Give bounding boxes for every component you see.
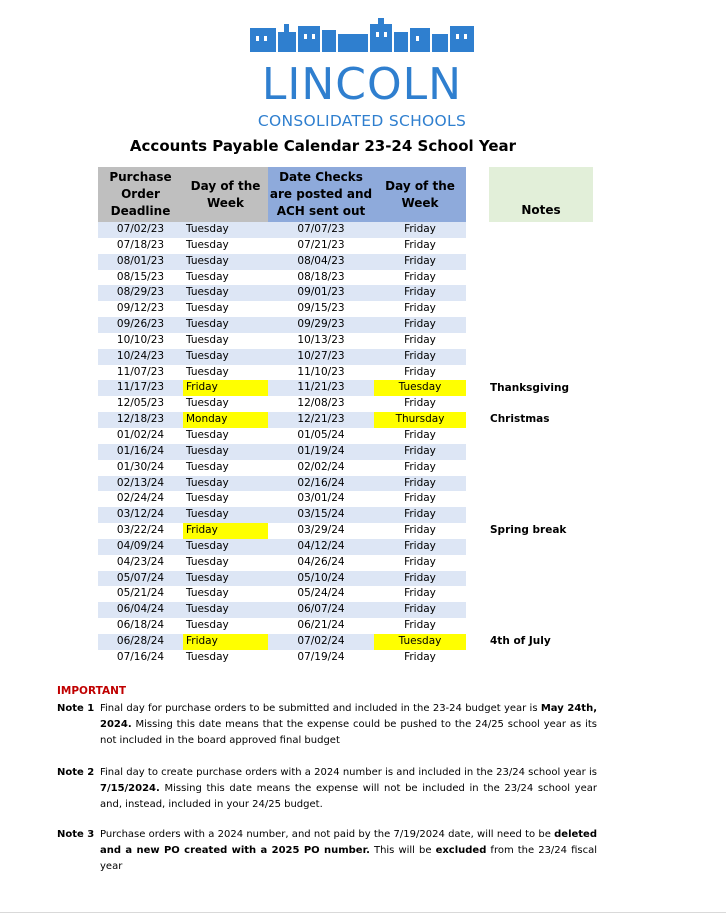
po-day-cell: Tuesday [186,492,229,505]
check-day-cell: Friday [404,492,436,505]
document-title: Accounts Payable Calendar 23-24 School Year [129,137,517,155]
po-deadline-cell: 12/05/23 [116,397,165,410]
po-day-cell: Tuesday [186,365,229,378]
note-1-label: Note 1 [57,703,95,714]
po-deadline-cell: 03/22/24 [116,524,165,537]
check-date-cell: 01/05/24 [297,428,345,441]
table-row [98,444,466,460]
header-checks-posted: Date Checks are posted and ACH sent out [268,167,374,222]
check-date-cell: 02/16/24 [297,476,345,489]
po-day-cell: Tuesday [186,444,229,457]
po-deadline-cell: 07/16/24 [116,650,165,663]
check-date-cell: 10/13/23 [297,333,345,346]
table-row [98,634,466,650]
check-date-cell: 07/19/24 [297,650,345,663]
note-1 [57,701,597,749]
check-date-cell: 05/24/24 [297,587,345,600]
check-date-cell: 07/02/24 [297,634,345,647]
check-day-cell: Friday [404,238,436,251]
check-date-cell: 05/10/24 [297,571,345,584]
table-row [98,507,466,523]
check-date-cell: 01/19/24 [297,444,345,457]
po-deadline-cell: 06/18/24 [116,619,165,632]
table-row [98,254,466,270]
table-row [98,396,466,412]
check-date-cell: 04/26/24 [297,555,345,568]
table-row [98,571,466,587]
check-date-cell: 12/08/23 [297,397,345,410]
check-day-cell: Tuesday [374,634,466,650]
po-deadline-cell: 04/23/24 [116,555,165,568]
check-day-cell: Friday [404,444,436,457]
check-date-cell: 09/15/23 [297,302,345,315]
check-date-cell: 11/21/23 [297,381,345,394]
check-date-cell: 03/29/24 [297,524,345,537]
calendar-table [98,222,466,666]
table-row [98,222,466,238]
po-deadline-cell: 10/10/23 [116,333,165,346]
note-3-label: Note 3 [57,829,95,840]
header-po-day-of-week: Day of the Week [183,167,268,222]
check-day-cell: Friday [404,603,436,616]
check-day-cell: Friday [404,476,436,489]
check-date-cell: 07/07/23 [297,223,345,235]
po-deadline-cell: 01/30/24 [116,460,165,473]
po-day-cell: Tuesday [186,508,229,521]
table-row [98,586,466,602]
po-day-cell: Tuesday [186,302,229,315]
table-row [98,380,466,396]
po-day-cell: Tuesday [186,603,229,616]
po-deadline-cell: 02/24/24 [116,492,165,505]
po-deadline-cell: 07/02/23 [116,223,165,235]
holiday-note: Spring break [490,524,567,537]
po-deadline-cell: 05/07/24 [116,571,165,584]
holiday-note: Thanksgiving [490,381,569,394]
check-day-cell: Friday [404,318,436,331]
po-deadline-cell: 04/09/24 [116,539,165,552]
holiday-note: 4th of July [490,635,551,648]
check-day-cell: Friday [404,650,436,663]
po-deadline-cell: 05/21/24 [116,587,165,600]
po-day-cell: Tuesday [186,587,229,600]
po-day-cell: Tuesday [186,555,229,568]
table-row [98,476,466,492]
check-day-cell: Friday [404,365,436,378]
check-date-cell: 04/12/24 [297,539,345,552]
po-day-cell: Tuesday [186,460,229,473]
check-day-cell: Friday [404,460,436,473]
check-date-cell: 09/29/23 [297,318,345,331]
po-day-cell: Tuesday [186,349,229,362]
table-row [98,555,466,571]
po-deadline-cell: 08/15/23 [116,270,165,283]
note-3 [57,827,597,875]
table-row [98,301,466,317]
check-date-cell: 07/21/23 [297,238,345,251]
header-notes: Notes [489,167,593,222]
logo-subtitle: CONSOLIDATED SCHOOLS [257,112,467,130]
check-day-cell: Friday [404,508,436,521]
po-day-cell: Tuesday [186,223,229,235]
table-row [98,539,466,555]
table-row [98,602,466,618]
po-day-cell: Tuesday [186,397,229,410]
check-date-cell: 03/01/24 [297,492,345,505]
check-day-cell: Friday [404,270,436,283]
check-day-cell: Thursday [374,412,466,428]
table-row [98,333,466,349]
po-deadline-cell: 12/18/23 [116,413,165,426]
district-logo [248,18,476,130]
po-day-cell: Tuesday [186,318,229,331]
logo-wordmark: LINCOLN [261,59,463,110]
check-day-cell: Friday [404,539,436,552]
po-day-cell: Tuesday [186,254,229,267]
note-2-text: Final day to create purchase orders with a 2024 number is and included in the 23/24 school year is 7/15/2024. Missing this date means the expense will not be included in the 23/24 school year and, instead, included in your 24/25 budget. [100,767,597,810]
table-row [98,618,466,634]
po-deadline-cell: 08/01/23 [116,254,165,267]
holiday-note: Christmas [490,413,550,426]
po-deadline-cell: 01/02/24 [116,428,165,441]
header-po-deadline: Purchase Order Deadline [98,167,183,222]
po-day-cell: Tuesday [186,571,229,584]
check-day-cell: Friday [404,333,436,346]
check-day-cell: Friday [404,397,436,410]
check-day-cell: Friday [404,349,436,362]
check-day-cell: Friday [404,524,436,537]
check-day-cell: Friday [404,571,436,584]
check-day-cell: Friday [404,555,436,568]
table-row [98,428,466,444]
table-row [98,650,466,666]
check-date-cell: 02/02/24 [297,460,345,473]
po-deadline-cell: 09/12/23 [116,302,165,315]
check-date-cell: 08/04/23 [297,254,345,267]
po-day-cell: Tuesday [186,619,229,632]
check-date-cell: 03/15/24 [297,508,345,521]
po-day-cell: Tuesday [186,539,229,552]
table-row [98,412,466,428]
po-deadline-cell: 11/07/23 [116,365,165,378]
check-day-cell: Friday [404,254,436,267]
check-date-cell: 12/21/23 [297,413,345,426]
check-day-cell: Friday [404,428,436,441]
po-day-cell: Tuesday [186,286,229,299]
table-row [98,365,466,381]
check-date-cell: 09/01/23 [297,286,345,299]
po-deadline-cell: 07/18/23 [116,238,165,251]
note-2 [57,765,597,813]
check-date-cell: 10/27/23 [297,349,345,362]
note-2-label: Note 2 [57,767,95,778]
po-day-cell: Friday [183,523,268,539]
check-day-cell: Friday [404,619,436,632]
note-3-text: Purchase orders with a 2024 number, and not paid by the 7/19/2024 date, will need to be deleted and a new PO created with a 2025 PO number. This will be excluded from the 23/24 fiscal year [100,829,597,872]
skyline-icon [248,18,476,52]
check-day-cell: Friday [404,302,436,315]
check-date-cell: 11/10/23 [297,365,345,378]
header-check-day-of-week: Day of the Week [374,167,466,222]
po-day-cell: Monday [183,412,268,428]
po-day-cell: Tuesday [186,476,229,489]
po-deadline-cell: 08/29/23 [116,286,165,299]
po-day-cell: Friday [183,380,268,396]
po-deadline-cell: 02/13/24 [116,476,165,489]
po-deadline-cell: 10/24/23 [116,349,165,362]
table-row [98,349,466,365]
po-day-cell: Tuesday [186,650,229,663]
table-row [98,523,466,539]
table-row [98,270,466,286]
table-row [98,285,466,301]
po-day-cell: Tuesday [186,333,229,346]
po-deadline-cell: 03/12/24 [116,508,165,521]
table-row [98,238,466,254]
po-deadline-cell: 01/16/24 [116,444,165,457]
po-day-cell: Tuesday [186,270,229,283]
check-day-cell: Friday [404,587,436,600]
po-deadline-cell: 06/28/24 [116,634,165,647]
important-heading: IMPORTANT [57,685,127,697]
check-day-cell: Friday [404,223,436,235]
po-deadline-cell: 09/26/23 [116,318,165,331]
table-row [98,317,466,333]
table-row [98,491,466,507]
table-row [98,460,466,476]
po-day-cell: Tuesday [186,428,229,441]
check-date-cell: 06/21/24 [297,619,345,632]
po-day-cell: Tuesday [186,238,229,251]
po-deadline-cell: 06/04/24 [116,603,165,616]
check-day-cell: Tuesday [374,380,466,396]
check-day-cell: Friday [404,286,436,299]
po-deadline-cell: 11/17/23 [116,381,165,394]
check-date-cell: 08/18/23 [297,270,345,283]
note-1-text: Final day for purchase orders to be submitted and included in the 23-24 budget year is May 24th, 2024. Missing this date means that the expense could be pushed to the 24/25 school year as its not included in the board approved final budget [100,703,597,746]
page-bottom-rule [0,912,726,913]
check-date-cell: 06/07/24 [297,603,345,616]
po-day-cell: Friday [183,634,268,650]
